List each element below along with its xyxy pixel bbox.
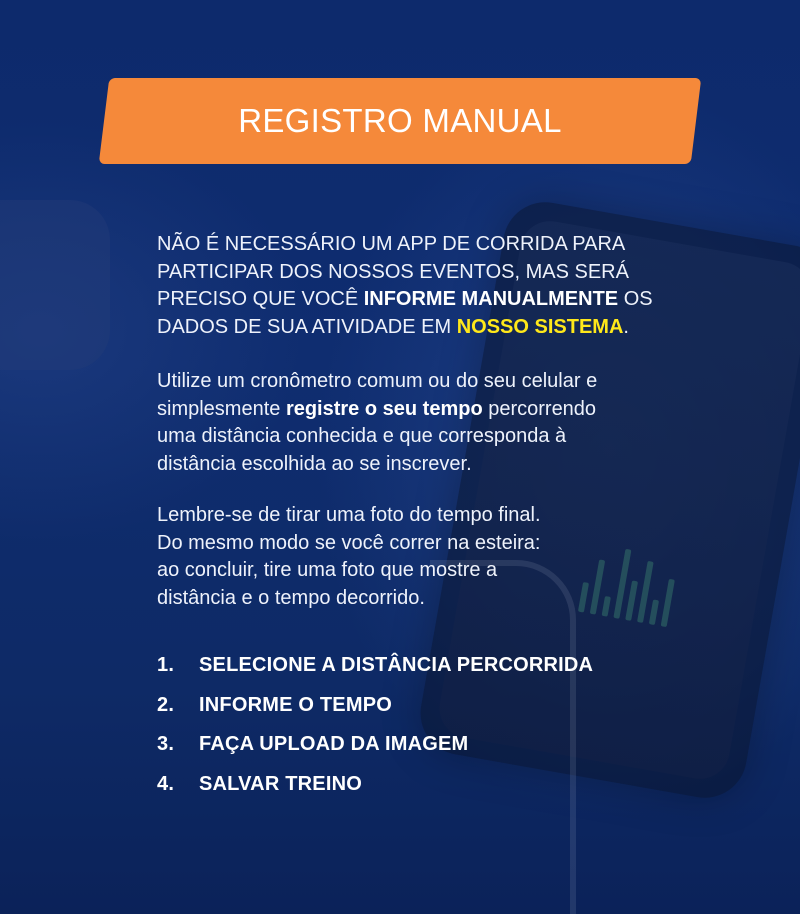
instructions-line bbox=[157, 396, 697, 424]
step-item bbox=[157, 686, 717, 726]
instructions-line: uma distância conhecida e que corresponda à bbox=[157, 425, 567, 447]
background-watch-image bbox=[0, 200, 110, 370]
step-number: 2. bbox=[157, 693, 175, 716]
reminder-line: distância e o tempo decorrido. bbox=[157, 586, 425, 609]
intro-text: OS bbox=[618, 288, 653, 310]
instructions-text: percorrendo bbox=[482, 397, 597, 420]
highlight-text: NOSSO SISTEMA bbox=[456, 315, 624, 338]
intro-line: PARTICIPAR DOS NOSSOS EVENTOS, MAS SERÁ bbox=[157, 260, 629, 283]
intro-line bbox=[157, 286, 697, 314]
instructions-line: distância escolhida ao se inscrever. bbox=[157, 452, 472, 475]
intro-paragraph bbox=[157, 231, 697, 341]
intro-line bbox=[157, 314, 697, 342]
emphasis-text: registre o seu tempo bbox=[285, 397, 483, 420]
step-label: INFORME O TEMPO bbox=[199, 693, 392, 716]
reminder-line: ao concluir, tire uma foto que mostre a bbox=[157, 559, 498, 581]
instructions-paragraph bbox=[157, 368, 697, 478]
step-label: SELECIONE A DISTÂNCIA PERCORRIDA bbox=[199, 654, 594, 677]
reminder-line: Lembre-se de tirar uma foto do tempo final. bbox=[157, 504, 541, 526]
step-label: FAÇA UPLOAD DA IMAGEM bbox=[199, 733, 469, 756]
intro-text: . bbox=[623, 315, 629, 338]
instructions-line: Utilize um cronômetro comum ou do seu celular e bbox=[157, 370, 598, 392]
step-item bbox=[157, 646, 717, 686]
emphasis-text: INFORME MANUALMENTE bbox=[363, 288, 619, 310]
intro-line: NÃO É NECESSÁRIO UM APP DE CORRIDA PARA bbox=[157, 233, 626, 255]
page-title: REGISTRO MANUAL bbox=[238, 102, 562, 139]
step-number: 3. bbox=[157, 733, 175, 756]
step-number: 4. bbox=[157, 772, 175, 795]
step-number: 1. bbox=[157, 654, 175, 677]
step-item bbox=[157, 725, 717, 765]
intro-text: PRECISO QUE VOCÊ bbox=[157, 288, 364, 310]
step-item bbox=[157, 765, 717, 805]
reminder-line: Do mesmo modo se você correr na esteira: bbox=[157, 531, 541, 554]
step-label: SALVAR TREINO bbox=[199, 772, 362, 795]
steps-list bbox=[157, 646, 717, 804]
instructions-text: simplesmente bbox=[157, 397, 286, 420]
reminder-paragraph bbox=[157, 502, 697, 612]
intro-text: DADOS DE SUA ATIVIDADE EM bbox=[157, 315, 457, 338]
